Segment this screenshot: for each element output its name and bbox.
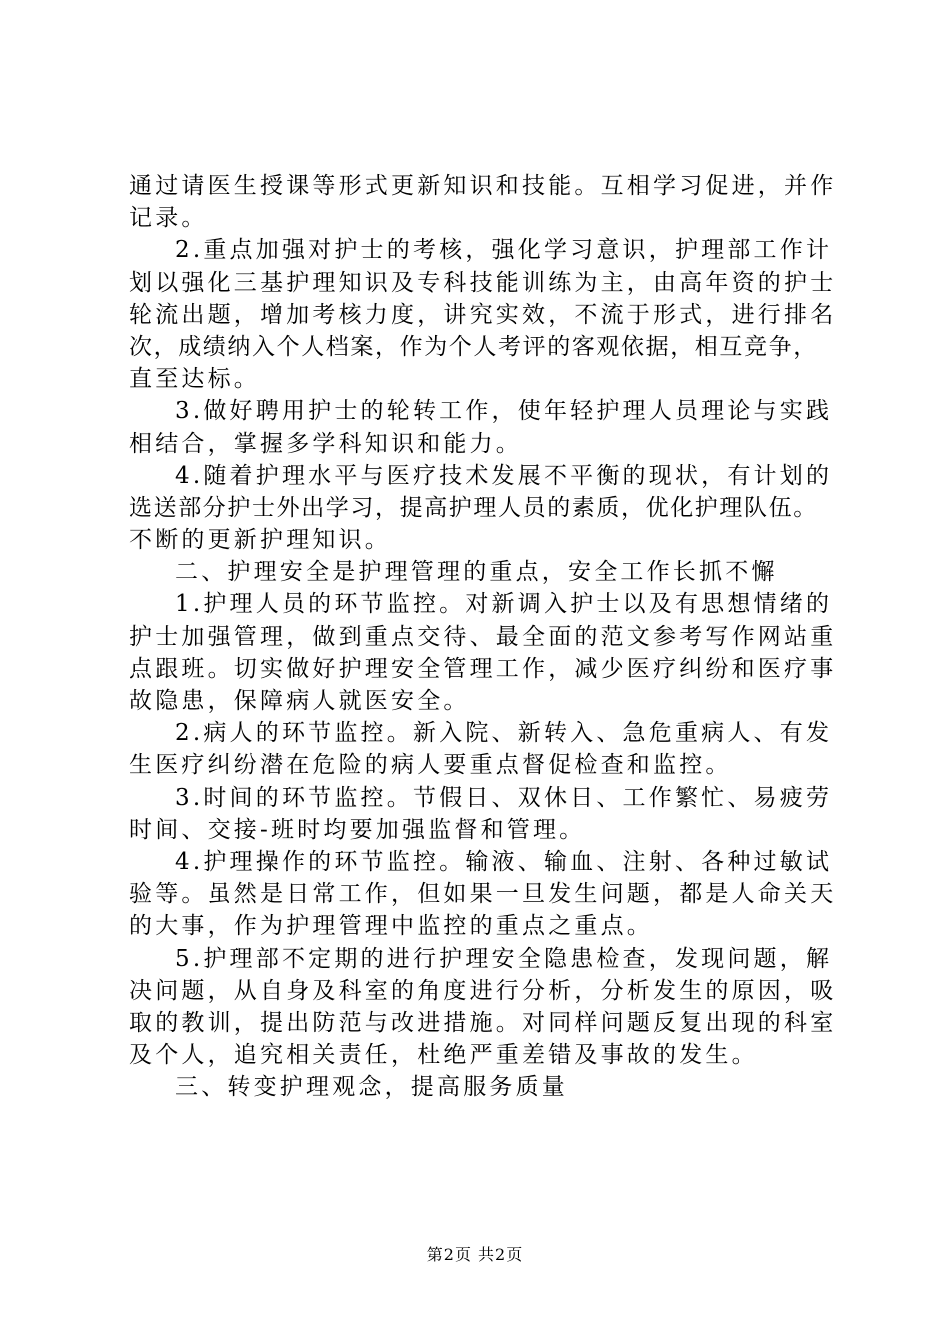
page-number-footer: 第2页 共2页 (426, 1245, 524, 1264)
text-line: 2.病人的环节监控。新入院、新转入、急危重病人、有发 (175, 720, 833, 747)
text-line: 选送部分护士外出学习，提高护理人员的素质，优化护理队伍。 (129, 494, 818, 521)
text-line: 4.护理操作的环节监控。输液、输血、注射、各种过敏试 (175, 848, 833, 875)
text-line: 点跟班。切实做好护理安全管理工作，减少医疗纠纷和医疗事 (129, 655, 837, 682)
text-line: 次，成绩纳入个人档案，作为个人考评的客观依据，相互竞争， (129, 333, 818, 360)
text-line: 验等。虽然是日常工作，但如果一旦发生问题，都是人命关天 (129, 881, 837, 908)
text-line: 护士加强管理，做到重点交待、最全面的范文参考写作网站重 (129, 623, 837, 650)
text-line: 划以强化三基护理知识及专科技能训练为主，由高年资的护士 (129, 269, 837, 296)
text-line: 通过请医生授课等形式更新知识和技能。互相学习促进，并作 (129, 173, 837, 199)
text-line: 相结合，掌握多学科知识和能力。 (129, 430, 522, 457)
text-line: 3.做好聘用护士的轮转工作，使年轻护理人员理论与实践 (175, 398, 833, 425)
text-line: 直至达标。 (129, 366, 260, 393)
text-line: 及个人，追究相关责任，杜绝严重差错及事故的发生。 (129, 1042, 758, 1069)
text-line: 2.重点加强对护士的考核，强化学习意识，护理部工作计 (175, 237, 833, 264)
section-heading: 二、护理安全是护理管理的重点，安全工作长抓不懈 (175, 559, 778, 586)
text-line: 3.时间的环节监控。节假日、双休日、工作繁忙、易疲劳 (175, 784, 833, 811)
section-heading: 三、转变护理观念，提高服务质量 (175, 1074, 568, 1101)
text-line: 4.随着护理水平与医疗技术发展不平衡的现状，有计划的 (175, 462, 833, 489)
text-line: 记录。 (129, 205, 208, 232)
text-line: 决问题，从自身及科室的角度进行分析，分析发生的原因，吸 (129, 977, 837, 1004)
text-line: 取的教训，提出防范与改进措施。对同样问题反复出现的科室 (129, 1009, 837, 1036)
text-line: 1.护理人员的环节监控。对新调入护士以及有思想情绪的 (175, 591, 833, 618)
text-line: 5.护理部不定期的进行护理安全隐患检查，发现问题，解 (175, 945, 833, 972)
document-body (129, 170, 841, 1103)
text-line: 时间、交接-班时均要加强监督和管理。 (129, 816, 586, 843)
text-line: 的大事，作为护理管理中监控的重点之重点。 (129, 913, 653, 940)
text-line: 故隐患，保障病人就医安全。 (129, 688, 470, 714)
text-line: 轮流出题，增加考核力度，讲究实效，不流于形式，进行排名 (129, 301, 837, 328)
text-line: 不断的更新护理知识。 (129, 527, 391, 554)
text-line: 生医疗纠纷潜在危险的病人要重点督促检查和监控。 (129, 752, 732, 779)
